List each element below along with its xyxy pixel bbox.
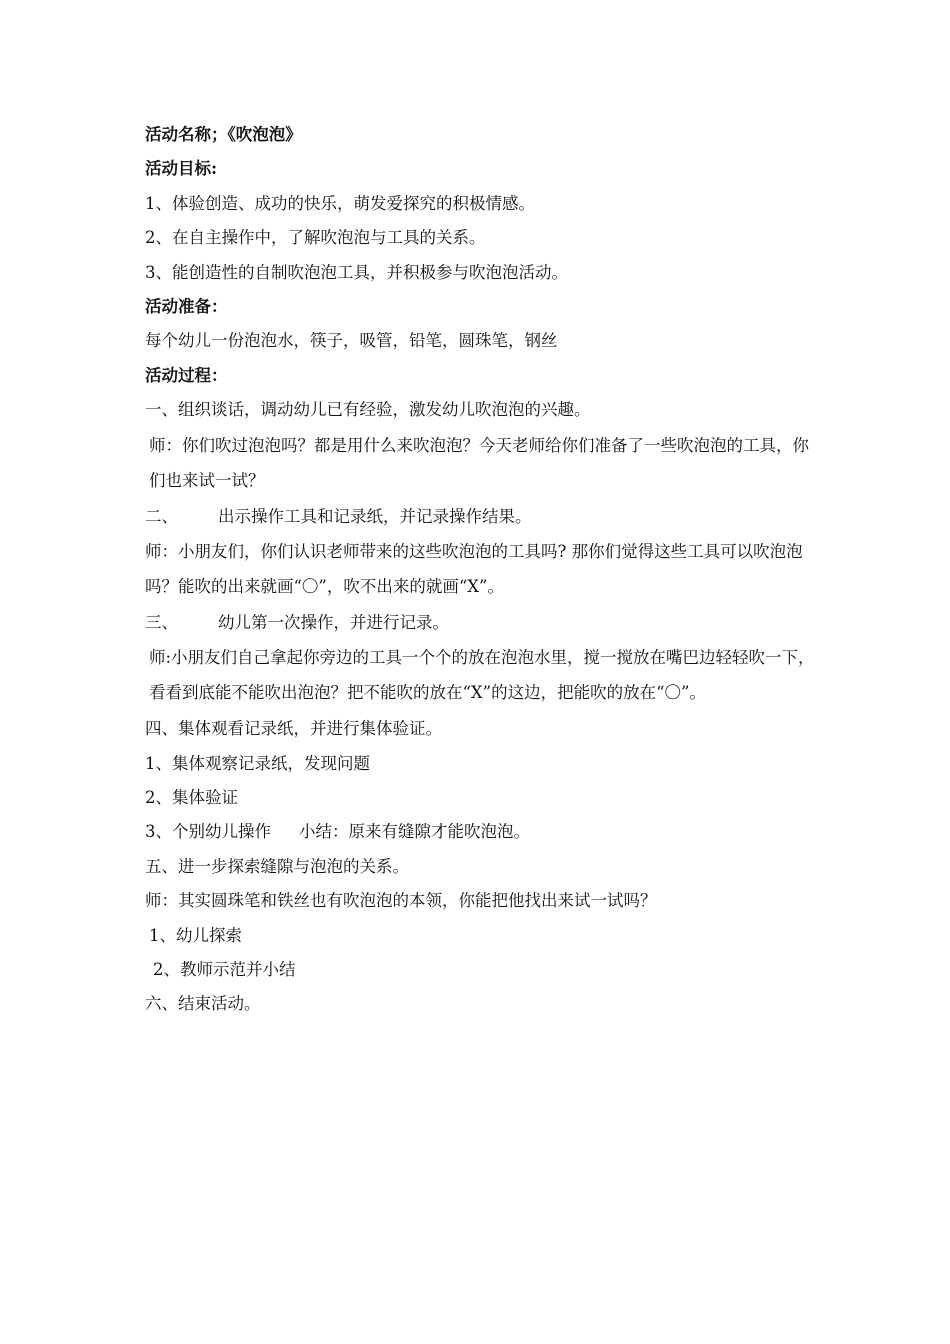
process-heading: 活动过程： xyxy=(145,365,228,385)
prep-heading: 活动准备： xyxy=(145,296,228,316)
step3-title: 幼儿第一次操作，并进行记录。 xyxy=(218,612,449,632)
step2-number: 二、 xyxy=(145,506,178,526)
step5-item-2: 2、教师示范并小结 xyxy=(153,960,296,980)
step3-teacher: 师:小朋友们自己拿起你旁边的工具一个个的放在泡泡水里，搅一搅放在嘴巴边轻轻吹一下，看看到底能不能吹出泡泡？把不能吹的放在“X”的这边，把能吹的放在“〇”。 xyxy=(149,648,815,703)
prep-text: 每个幼儿一份泡泡水，筷子，吸管，铅笔，圆珠笔，钢丝 xyxy=(145,331,558,351)
step3-number: 三、 xyxy=(145,612,178,632)
step4-item-1: 1、集体观察记录纸，发现问题 xyxy=(145,753,370,773)
step6-title: 六、结束活动。 xyxy=(145,994,261,1014)
activity-name: 活动名称；《吹泡泡》 xyxy=(145,125,302,144)
step4-item-3-row xyxy=(145,815,815,849)
step5-teacher: 师：其实圆珠笔和铁丝也有吹泡泡的本领，你能把他找出来试一试吗？ xyxy=(145,891,657,911)
step4-item-2: 2、集体验证 xyxy=(145,788,238,808)
step5-item-1: 1、幼儿探索 xyxy=(149,925,242,945)
step3-heading xyxy=(145,606,815,640)
goal-item-3: 3、能创造性的自制吹泡泡工具，并积极参与吹泡泡活动。 xyxy=(145,262,568,282)
goal-item-2: 2、在自主操作中，了解吹泡泡与工具的关系。 xyxy=(145,228,486,248)
step1-title: 一、组织谈话，调动幼儿已有经验，激发幼儿吹泡泡的兴趣。 xyxy=(145,400,591,420)
step2-teacher: 师：小朋友们，你们认识老师带来的这些吹泡泡的工具吗? 那你们觉得这些工具可以吹泡泡吗？能吹的出来就画“〇”，吹不出来的就画“X”。 xyxy=(145,541,803,596)
step2-title: 出示操作工具和记录纸，并记录操作结果。 xyxy=(218,506,532,526)
document-body xyxy=(145,118,815,1022)
goals-heading: 活动目标: xyxy=(145,159,218,179)
step5-title: 五、进一步探索缝隙与泡泡的关系。 xyxy=(145,856,409,876)
step4-item-3: 3、个别幼儿操作 xyxy=(145,822,271,842)
step1-teacher: 师：你们吹过泡泡吗？都是用什么来吹泡泡？今天老师给你们准备了一些吹泡泡的工具，你们也来试一试？ xyxy=(149,435,809,490)
goal-item-1: 1、体验创造、成功的快乐，萌发爱探究的积极情感。 xyxy=(145,193,535,213)
step2-heading xyxy=(145,500,815,534)
step4-summary: 小结：原来有缝隙才能吹泡泡。 xyxy=(299,822,530,842)
step4-title: 四、集体观看记录纸，并进行集体验证。 xyxy=(145,719,442,739)
